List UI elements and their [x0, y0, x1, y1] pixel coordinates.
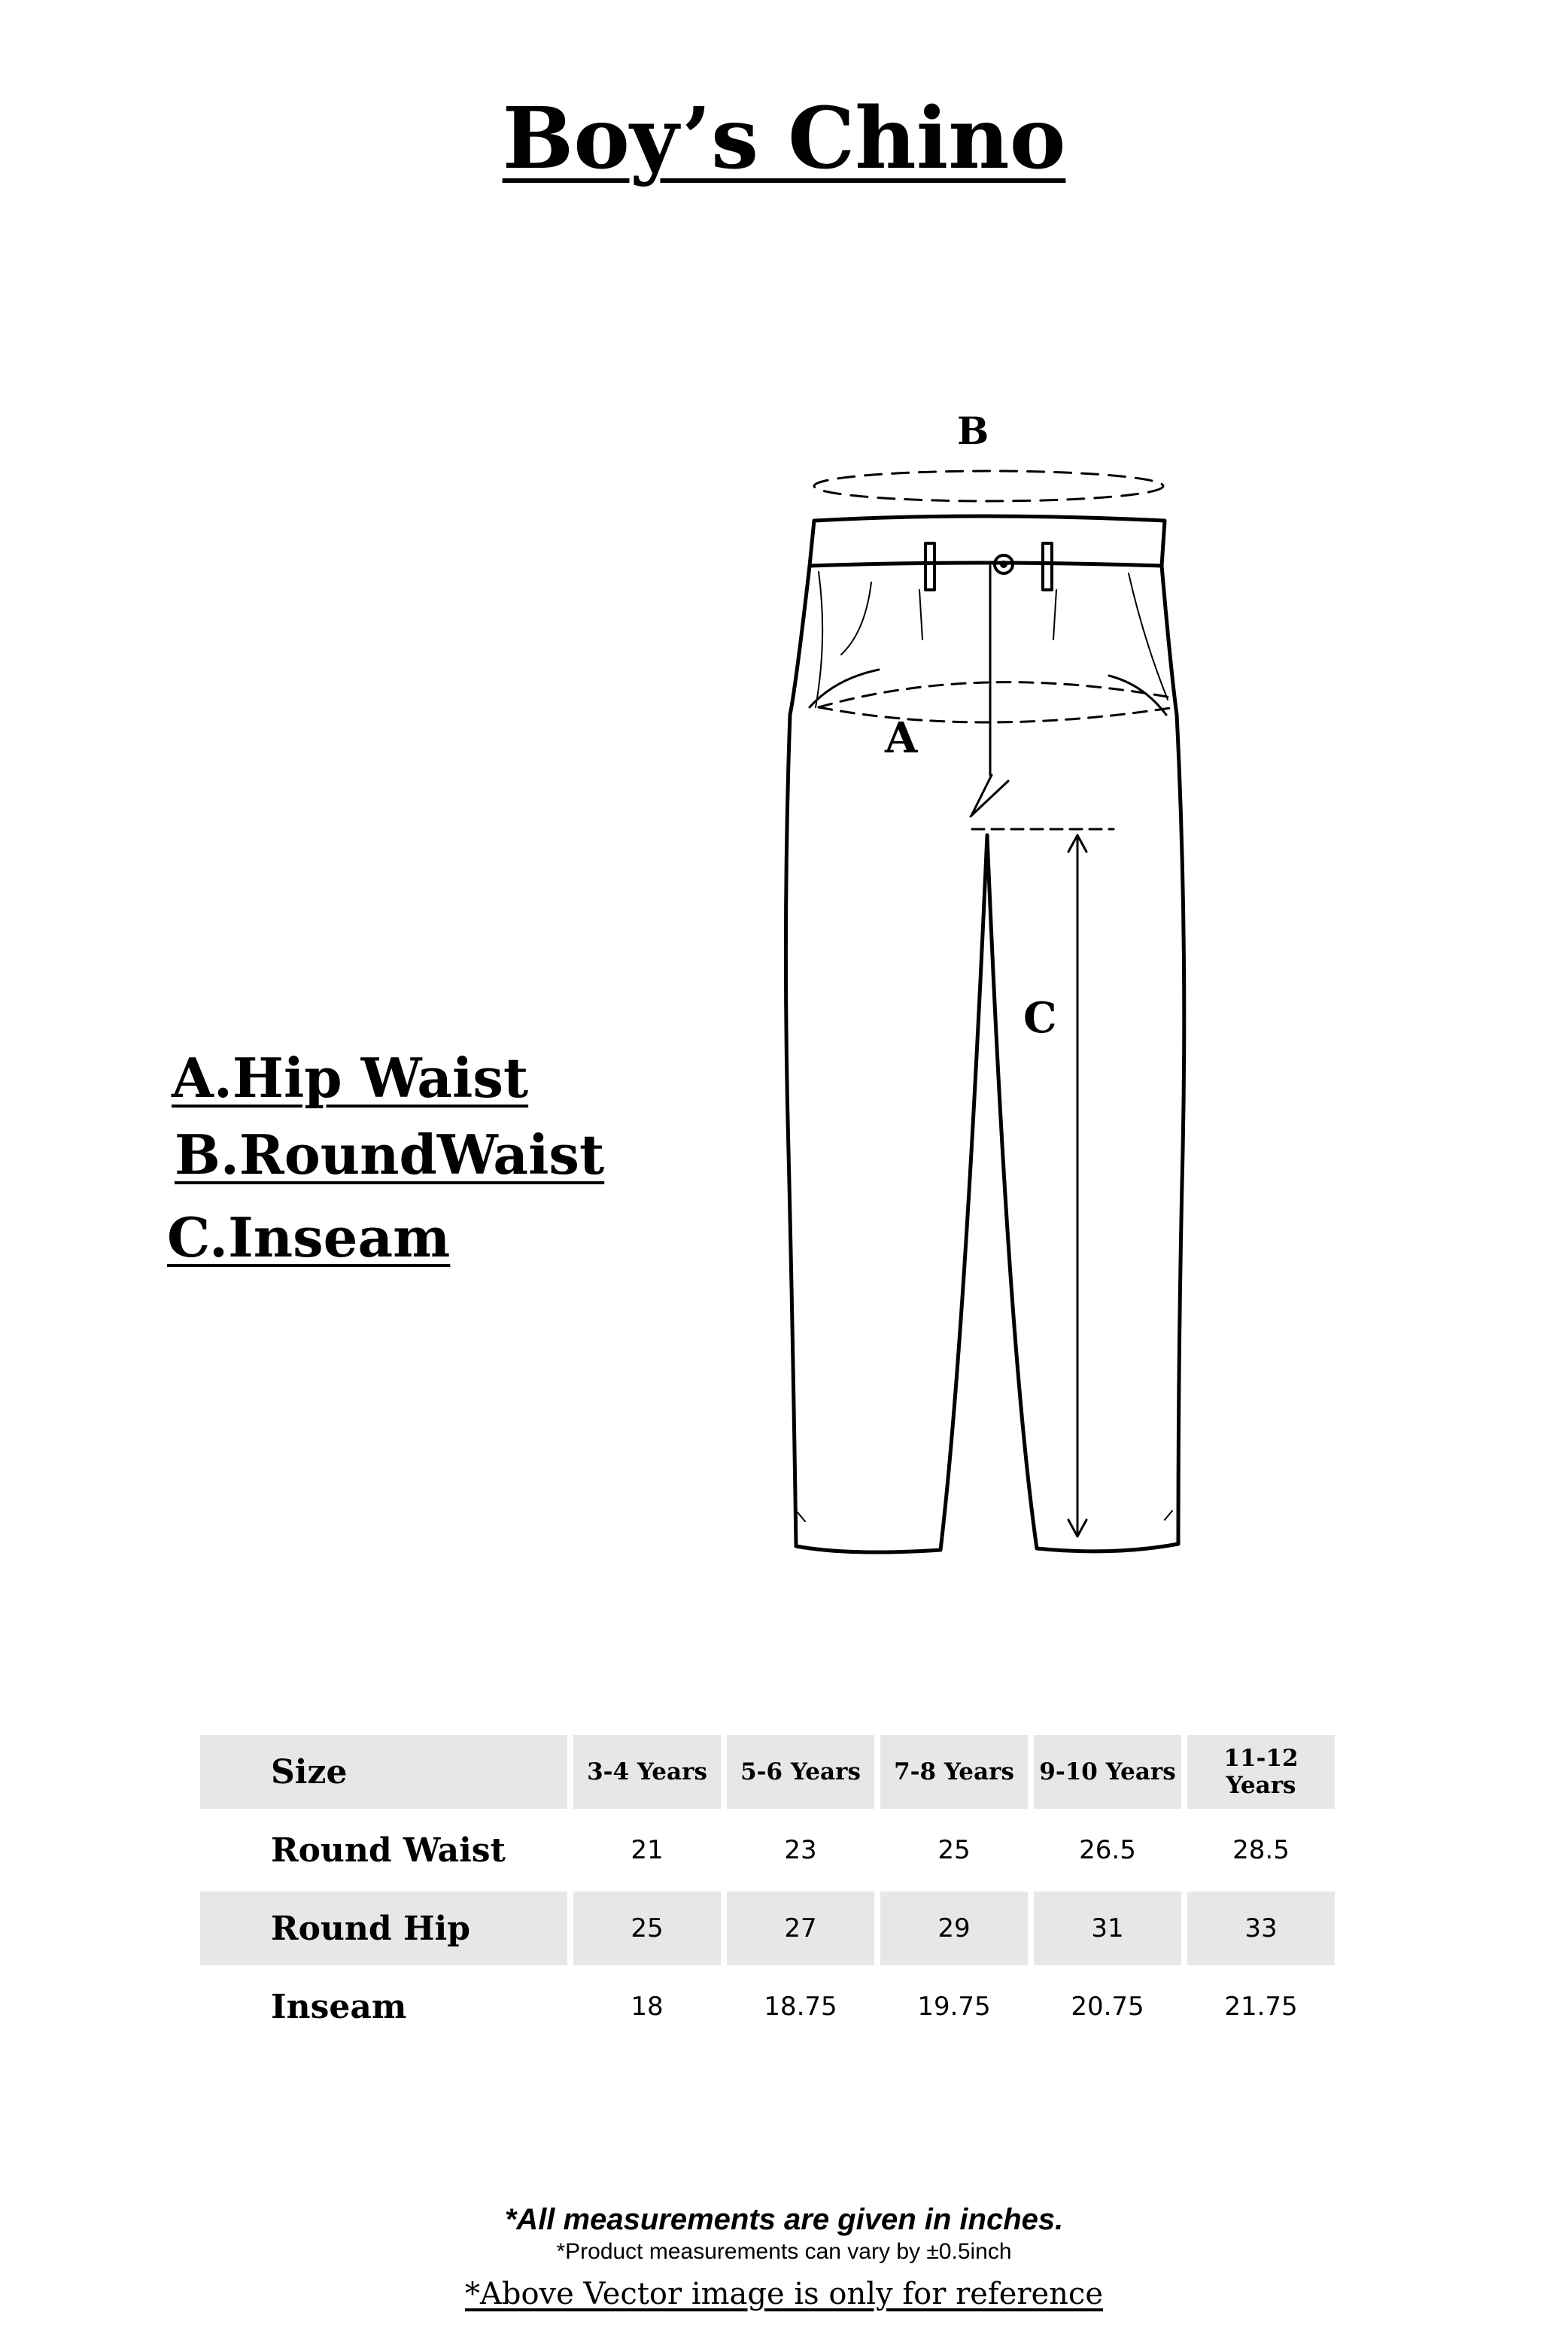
label-a: A — [885, 713, 918, 763]
table-cell: 23 — [784, 1835, 817, 1865]
row-label: Inseam — [271, 1987, 407, 2026]
header-cell: 5-6 Years — [727, 1735, 874, 1809]
table-row — [200, 1970, 1335, 2044]
size-chart-table — [194, 1731, 1341, 2048]
page-title: Boy’s Chino — [502, 90, 1066, 188]
waist-measure-ellipse — [814, 471, 1163, 501]
legend-hip-waist: A.Hip Waist — [172, 1046, 529, 1110]
measurement-units-note: *All measurements are given in inches. — [504, 2203, 1064, 2236]
label-b: B — [957, 409, 989, 453]
measurement-variance-note: *Product measurements can vary by ±0.5inch — [556, 2239, 1012, 2264]
legend-inseam: C.Inseam — [167, 1205, 451, 1269]
header-size: Size — [200, 1735, 567, 1809]
belt-loop-right — [1043, 543, 1052, 590]
table-cell: 29 — [880, 1892, 1028, 1965]
header-cell: 3-4 Years — [573, 1735, 721, 1809]
hip-measure-ellipse — [819, 682, 1175, 707]
table-cell: 18 — [631, 1992, 664, 2022]
row-label: Round Hip — [200, 1892, 567, 1965]
table-header-row — [200, 1735, 1335, 1809]
table-cell: 18.75 — [764, 1992, 837, 2022]
header-cell: 9-10 Years — [1034, 1735, 1181, 1809]
table-cell: 28.5 — [1232, 1835, 1290, 1865]
header-cell: 11-12 Years — [1187, 1735, 1335, 1809]
table-cell: 33 — [1187, 1892, 1335, 1965]
label-c: C — [1023, 993, 1057, 1043]
table-cell: 25 — [573, 1892, 721, 1965]
row-label: Round Waist — [271, 1831, 506, 1870]
vector-reference-note: *Above Vector image is only for reference — [464, 2277, 1103, 2311]
table-row — [200, 1813, 1335, 1887]
table-cell: 27 — [727, 1892, 874, 1965]
table-cell: 25 — [937, 1835, 971, 1865]
belt-loop-left — [925, 543, 934, 590]
table-row — [200, 1892, 1335, 1965]
legend-round-waist: B.RoundWaist — [175, 1123, 605, 1187]
chino-pants-diagram — [752, 399, 1219, 1580]
table-cell: 19.75 — [917, 1992, 991, 2022]
table-cell: 21 — [631, 1835, 664, 1865]
table-cell: 20.75 — [1071, 1992, 1144, 2022]
waistband — [810, 516, 1165, 566]
header-cell: 7-8 Years — [880, 1735, 1028, 1809]
table-cell: 31 — [1034, 1892, 1181, 1965]
table-cell: 21.75 — [1224, 1992, 1298, 2022]
table-cell: 26.5 — [1079, 1835, 1136, 1865]
